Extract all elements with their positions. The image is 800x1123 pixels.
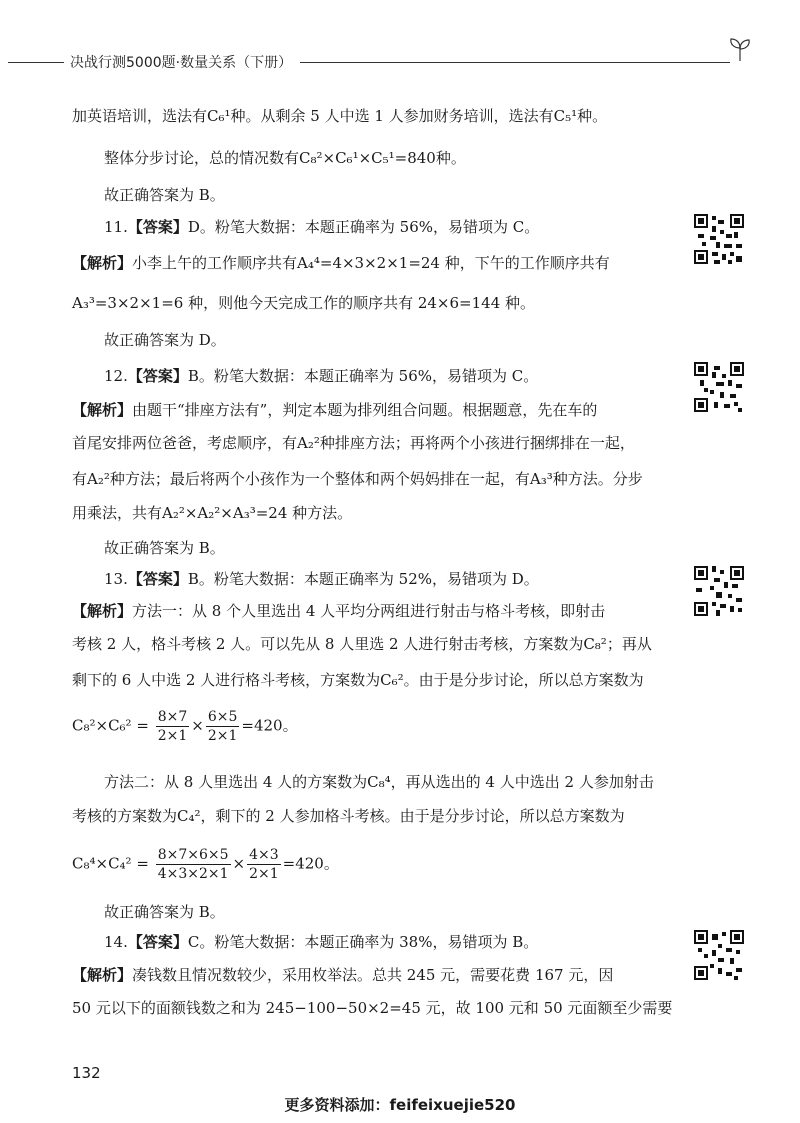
- answer-tag: 【答案】: [127, 570, 188, 588]
- q-number: 12.: [104, 367, 128, 385]
- denominator: 2×1: [249, 866, 279, 882]
- text-line: 用乘法，共有A₂²×A₂²×A₃³=24 种方法。: [72, 504, 353, 522]
- book-title: 决战行测5000题·数量关系（下册）: [70, 55, 293, 71]
- text-line: 凑钱数且情况数较少，采用枚举法。总共 245 元，需要花费 167 元，因: [132, 966, 614, 984]
- fraction: [247, 846, 281, 883]
- text-line: 加英语培训，选法有C₆¹种。从剩余 5 人中选 1 人参加财务培训，选法有C₅¹种。: [72, 107, 608, 125]
- answer-text: C。粉笔大数据：本题正确率为 38%，易错项为 B。: [187, 933, 539, 951]
- qr-code: [694, 214, 744, 264]
- q-number: 11.: [104, 218, 128, 236]
- formula-result: =420。: [241, 716, 298, 735]
- text-line: A₃³=3×2×1=6 种，则他今天完成工作的顺序共有 24×6=144 种。: [72, 294, 536, 312]
- q11-explanation: [72, 253, 610, 273]
- explanation-tag: 【解析】: [72, 401, 133, 419]
- numerator: 8×7: [157, 709, 188, 725]
- answer-tag: 【答案】: [127, 218, 188, 236]
- formula-lhs: C₈⁴×C₄² =: [72, 854, 149, 873]
- formula-result: =420。: [282, 854, 339, 873]
- qr-code: [694, 566, 744, 616]
- text-line: 考核 2 人，格斗考核 2 人。可以先从 8 人里选 2 人进行射击考核，方案数为C₈²；再从: [72, 635, 652, 653]
- fraction: [156, 708, 190, 745]
- formula-1: C₈²×C₆² = $\frac{8\times 7}{2\times 1}$ × $\frac{6\times 5}{2\times 1}$ =420。: [72, 709, 298, 744]
- fraction: [206, 708, 240, 745]
- explanation-tag: 【解析】: [72, 602, 133, 620]
- header-rule-left: [8, 62, 64, 63]
- numerator: 4×3: [249, 847, 279, 863]
- answer-text: B。粉笔大数据：本题正确率为 56%，易错项为 C。: [187, 367, 539, 385]
- text-line: 故正确答案为 B。: [104, 903, 225, 921]
- denominator: 2×1: [207, 728, 238, 744]
- answer-text: D。粉笔大数据：本题正确率为 56%，易错项为 C。: [187, 218, 540, 236]
- denominator: 2×1: [157, 728, 188, 744]
- text-line: 50 元以下的面额钱数之和为 245−100−50×2=45 元，故 100 元和 50 元面额至少需要: [72, 999, 673, 1017]
- text-line: 故正确答案为 B。: [104, 186, 225, 204]
- qr-code: [694, 930, 744, 980]
- q12-explanation: [72, 400, 597, 420]
- running-header: [0, 50, 800, 74]
- formula-2: C₈⁴×C₄² = $\frac{8\times 7\times 6\times 5}{4\times 3\times 2\times 1}$ × $\frac{4\times 3}{2\times 1}$ =420。: [72, 847, 339, 882]
- text-line: 方法二：从 8 人里选出 4 人的方案数为C₈⁴，再从选出的 4 人中选出 2 人参加射击: [104, 773, 654, 791]
- answer-text: B。粉笔大数据：本题正确率为 52%，易错项为 D。: [187, 570, 539, 588]
- fraction: [156, 846, 231, 883]
- text-line: 由题干“排座方法有”，判定本题为排列组合问题。根据题意，先在车的: [132, 401, 598, 419]
- text-line: 整体分步讨论，总的情况数有C₈²×C₆¹×C₅¹=840种。: [104, 149, 466, 167]
- text-line: 考核的方案数为C₄²，剩下的 2 人参加格斗考核。由于是分步讨论，所以总方案数为: [72, 807, 625, 825]
- q14-answer: [104, 932, 538, 952]
- q12-answer: [104, 366, 538, 386]
- text-line: 故正确答案为 B。: [104, 539, 225, 557]
- explanation-tag: 【解析】: [72, 254, 133, 272]
- q14-explanation: [72, 965, 613, 985]
- text-line: 小李上午的工作顺序共有A₄⁴=4×3×2×1=24 种，下午的工作顺序共有: [132, 254, 610, 272]
- q13-answer: [104, 569, 539, 589]
- text-line: 剩下的 6 人中选 2 人进行格斗考核，方案数为C₆²。由于是分步讨论，所以总方案数为: [72, 671, 644, 689]
- page-number: 132: [72, 1064, 101, 1082]
- sprout-icon: [728, 36, 752, 62]
- answer-tag: 【答案】: [127, 933, 188, 951]
- numerator: 8×7×6×5: [157, 847, 229, 863]
- q-number: 13.: [104, 570, 128, 588]
- explanation-tag: 【解析】: [72, 966, 133, 984]
- text-line: 故正确答案为 D。: [104, 331, 226, 349]
- text-line: 有A₂²种方法；最后将两个小孩作为一个整体和两个妈妈排在一起，有A₃³种方法。分步: [72, 470, 643, 488]
- numerator: 6×5: [207, 709, 238, 725]
- text-line: 首尾安排两位爸爸，考虑顺序，有A₂²种排座方法；再将两个小孩进行捆绑排在一起，: [72, 434, 635, 452]
- q13-explanation: [72, 601, 605, 621]
- header-rule-right: [300, 62, 730, 63]
- answer-tag: 【答案】: [127, 367, 188, 385]
- denominator: 4×3×2×1: [157, 866, 229, 882]
- q11-answer: [104, 217, 539, 237]
- formula-lhs: C₈²×C₆² =: [72, 716, 149, 735]
- qr-code: [694, 362, 744, 412]
- footer-note: 更多资料添加：feifeixuejie520: [284, 1096, 516, 1114]
- q-number: 14.: [104, 933, 128, 951]
- text-line: 方法一：从 8 个人里选出 4 人平均分两组进行射击与格斗考核，即射击: [132, 602, 606, 620]
